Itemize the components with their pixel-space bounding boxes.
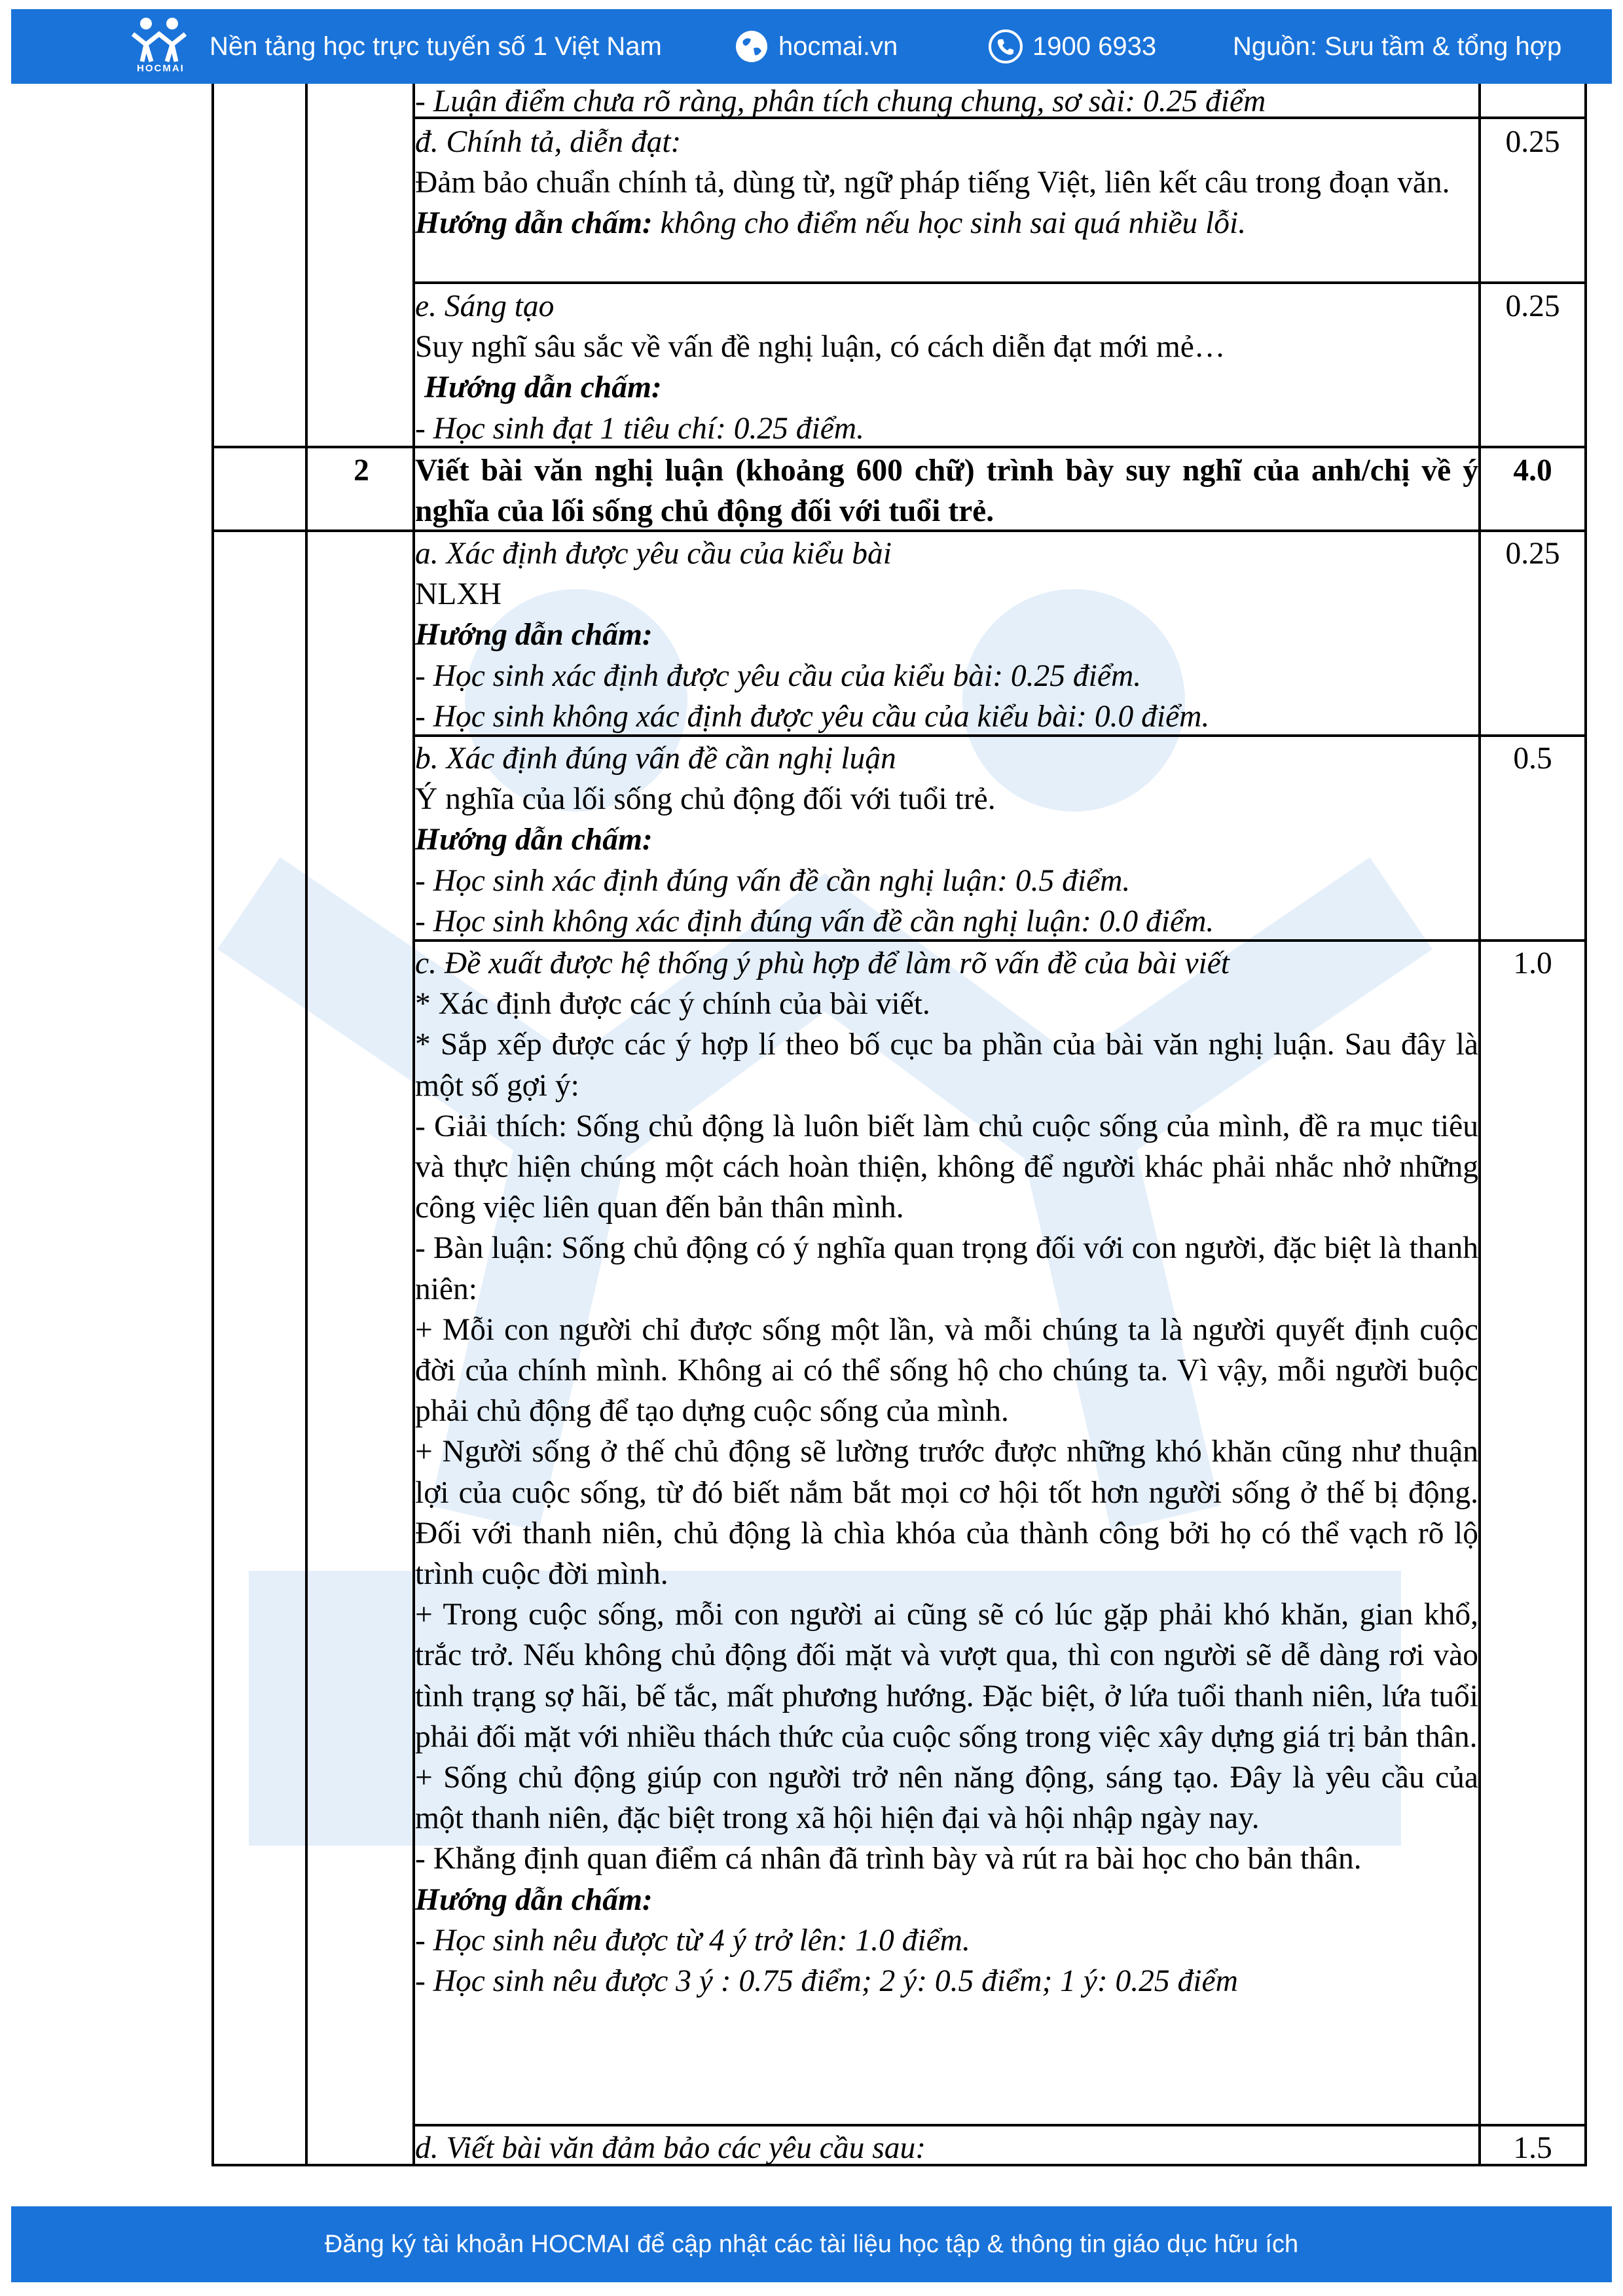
criteria-cell	[415, 943, 1478, 2001]
score-cell: 1.0	[1513, 946, 1552, 980]
question-text: Viết bài văn nghị luận (khoảng 600 chữ) trình bày suy nghĩ của anh/chị về ý nghĩa của lối sống chủ động đối với tuổi trẻ.	[415, 454, 1478, 529]
question-number: 2	[354, 454, 369, 488]
criteria-title: c. Đề xuất được hệ thống ý phù hợp để làm rõ vấn đề của bài viết	[415, 946, 1230, 980]
grading-guide-line: - Học sinh xác định được yêu cầu của kiểu bài: 0.25 điểm.	[415, 658, 1142, 693]
grading-guide-line: - Học sinh không xác định đúng vấn đề cần nghị luận: 0.0 điểm.	[415, 904, 1214, 939]
table-border-left	[211, 84, 214, 2166]
grading-guide-line: - Học sinh đạt 1 tiêu chí: 0.25 điểm.	[415, 411, 864, 446]
grading-guide-line: - Học sinh nêu được 3 ý : 0.75 điểm; 2 ý: 0.5 điểm; 1 ý: 0.25 điểm	[415, 1964, 1238, 1999]
score-cell: 0.25	[1505, 125, 1560, 159]
score-cell: 0.25	[1505, 537, 1560, 571]
criteria-paragraph: * Sắp xếp được các ý hợp lí theo bố cục ba phần của bài văn nghị luận. Sau đây là một số gợi ý:	[415, 1028, 1478, 1103]
grading-guide-label: Hướng dẫn chấm:	[415, 618, 653, 653]
criteria-title: đ. Chính tả, diễn đạt:	[415, 125, 682, 159]
criteria-body: NLXH	[415, 577, 501, 612]
criteria-line: - Luận điểm chưa rõ ràng, phân tích chung chung, sơ sài: 0.25 điểm	[415, 84, 1266, 118]
criteria-paragraph: + Sống chủ động giúp con người trở nên năng động, sáng tạo. Đây là yêu cầu của một thanh niên, đặc biệt trong xã hội hiện đại và hội nhập ngày nay.	[415, 1761, 1478, 1836]
score-cell: 1.5	[1513, 2131, 1552, 2165]
criteria-title: b. Xác định đúng vấn đề cần nghị luận	[415, 742, 896, 776]
logo-text: HOCMAI	[137, 63, 185, 74]
grading-guide-label: Hướng dẫn chấm:	[415, 206, 653, 241]
criteria-cell	[415, 533, 1478, 737]
grading-guide-line: - Học sinh không xác định được yêu cầu của kiểu bài: 0.0 điểm.	[415, 699, 1210, 734]
header-tagline: Nền tảng học trực tuyến số 1 Việt Nam	[210, 31, 662, 61]
grading-guide-label: Hướng dẫn chấm:	[424, 370, 662, 405]
criteria-paragraph: + Mỗi con người chỉ được sống một lần, và mỗi chúng ta là người quyết định cuộc đời của chính mình. Không ai có thể sống hộ cho chúng ta. Vì vậy, mỗi người buộc phải chủ động để tạo dựng cuộc sống của mình.	[415, 1312, 1478, 1429]
criteria-paragraph: - Giải thích: Sống chủ động là luôn biết làm chủ cuộc sống của mình, đề ra mục tiêu và thực hiện chúng một cách hoàn thiện, không để người khác phải nhắc nhở những công việc liên quan đến bản thân mình.	[415, 1109, 1478, 1225]
header-website-link[interactable]: hocmai.vn	[734, 9, 898, 84]
criteria-title: e. Sáng tạo	[415, 289, 555, 323]
row-divider	[412, 2124, 1587, 2126]
grading-guide-label: Hướng dẫn chấm:	[415, 823, 653, 857]
criteria-cell	[415, 286, 1478, 449]
criteria-body: Đảm bảo chuẩn chính tả, dùng từ, ngữ pháp tiếng Việt, liên kết câu trong đoạn văn.	[415, 166, 1450, 200]
grading-guide	[415, 203, 1478, 243]
criteria-paragraph: * Xác định được các ý chính của bài viết.	[415, 987, 930, 1022]
header-source: Nguồn: Sưu tầm & tổng hợp	[1233, 31, 1562, 61]
footer-register-text: Đăng ký tài khoản HOCMAI để cập nhật các tài liệu học tập & thông tin giáo dục hữu ích	[324, 2230, 1299, 2258]
table-col-divider	[305, 84, 308, 2166]
score-cell: 0.5	[1513, 742, 1552, 776]
criteria-paragraph: + Trong cuộc sống, mỗi con người ai cũng sẽ có lúc gặp phải khó khăn, gian khổ, trắc trở. Nếu không chủ động đối mặt và vượt qua, thì con người sẽ dễ dàng rơi vào tình trạng sợ hãi, bế tắc, mất phương hướng. Đặc biệt, ở lứa tuổi thanh niên, lứa tuổi phải đối mặt với nhiều thách thức của cuộc sống trong việc xây dựng giá trị bản thân.	[415, 1598, 1478, 1754]
criteria-body: Ý nghĩa của lối sống chủ động đối với tuổi trẻ.	[415, 782, 996, 817]
criteria-paragraph: - Khẳng định quan điểm cá nhân đã trình bày và rút ra bài học cho bản thân.	[415, 1842, 1362, 1876]
grading-guide-line: - Học sinh nêu được từ 4 ý trở lên: 1.0 điểm.	[415, 1923, 970, 1958]
grading-guide-text: không cho điểm nếu học sinh sai quá nhiều lỗi.	[652, 206, 1247, 241]
table-border-right	[1584, 84, 1587, 2166]
criteria-paragraph: - Bàn luận: Sống chủ động có ý nghĩa quan trọng đối với con người, đặc biệt là thanh niên:	[415, 1231, 1478, 1306]
table-col-divider	[1478, 84, 1481, 2166]
criteria-body: Suy nghĩ sâu sắc về vấn đề nghị luận, có cách diễn đạt mới mẻ…	[415, 330, 1226, 365]
grading-guide-label: Hướng dẫn chấm:	[415, 1882, 653, 1917]
grading-guide-line: - Học sinh xác định đúng vấn đề cần nghị luận: 0.5 điểm.	[415, 863, 1131, 898]
footer-bar[interactable]	[11, 2206, 1612, 2282]
criteria-paragraph: + Người sống ở thế chủ động sẽ lường trước được những khó khăn cũng như thuận lợi của cuộc sống, từ đó biết nắm bắt mọi cơ hội tốt hơn người sống ở thế bị động. Đối với thanh niên, chủ động là chìa khóa của thành công bởi họ có thể vạch rõ lộ trình cuộc đời mình.	[415, 1435, 1478, 1592]
criteria-cell	[415, 122, 1478, 244]
score-cell: 0.25	[1505, 289, 1560, 323]
criteria-cell	[415, 738, 1478, 942]
criteria-title: d. Viết bài văn đảm bảo các yêu cầu sau:	[415, 2131, 926, 2165]
score-cell: 4.0	[1513, 454, 1552, 488]
header-phone-link[interactable]: 1900 6933	[988, 9, 1156, 84]
row-divider	[412, 281, 1587, 284]
criteria-title: a. Xác định được yêu cầu của kiểu bài	[415, 537, 892, 571]
